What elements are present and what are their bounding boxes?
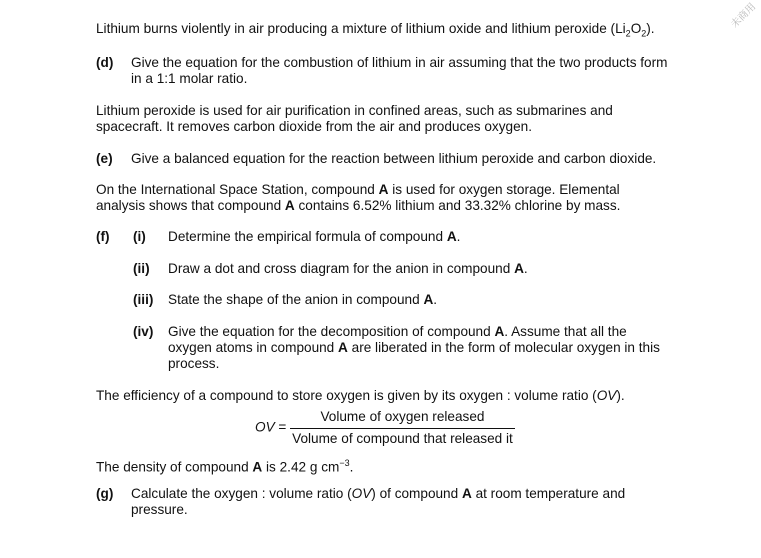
paragraph-iss-line2: analysis shows that compound A contains 6.52% lithium and 33.32% chlorine by mass. [96, 198, 621, 213]
formula-lhs: OV [255, 419, 275, 435]
question-e-text: Give a balanced equation for the reaction between lithium peroxide and carbon dioxide. [131, 151, 657, 166]
paragraph-iss-line1: On the International Space Station, compound A is used for oxygen storage. Elemental [96, 182, 620, 197]
question-f-iv-label: (iv) [133, 324, 154, 339]
question-f-i-text: Determine the empirical formula of compound A. [168, 229, 461, 244]
question-f-iv-line1: Give the equation for the decomposition of compound A. Assume that all the [168, 324, 627, 339]
intro-text: Lithium burns violently in air producing a mixture of lithium oxide and lithium peroxide $(Li_2O_2)$. [96, 21, 655, 39]
formula-denominator: Volume of compound that released it [292, 430, 513, 446]
question-g-line1: Calculate the oxygen : volume ratio (OV) of compound A at room temperature and [131, 486, 626, 501]
formula-numerator: Volume of oxygen released [290, 409, 515, 429]
paragraph-peroxide-line1: Lithium peroxide is used for air purification in confined areas, such as submarines and [96, 103, 613, 118]
question-f-i-label: (i) [133, 229, 146, 244]
question-f-iii-label: (iii) [133, 292, 154, 307]
paragraph-density: The density of compound A is 2.42 g $cm^{-3}$. [96, 458, 354, 475]
ov-formula [255, 409, 515, 447]
question-g-label: (g) [96, 486, 114, 501]
question-e-label: (e) [96, 151, 113, 166]
question-f-iv-line2: oxygen atoms in compound A are liberated in the form of molecular oxygen in this [168, 340, 660, 355]
formula-fraction [290, 409, 515, 447]
paragraph-peroxide-line2: spacecraft. It removes carbon dioxide from the air and produces oxygen. [96, 119, 532, 134]
question-g-line2: pressure. [131, 502, 188, 517]
question-f-iv-line3: process. [168, 356, 220, 371]
paragraph-efficiency: The efficiency of a compound to store oxygen is given by its oxygen : volume ratio (OV). [96, 388, 625, 403]
question-f-ii-text: Draw a dot and cross diagram for the anion in compound A. [168, 261, 528, 276]
question-d-line1: Give the equation for the combustion of lithium in air assuming that the two products form [131, 55, 668, 70]
watermark: 未商用 [729, 1, 759, 31]
question-f-ii-label: (ii) [133, 261, 150, 276]
question-d-label: (d) [96, 55, 114, 70]
question-f-iii-text: State the shape of the anion in compound A. [168, 292, 438, 307]
question-d-line2: in a 1:1 molar ratio. [131, 71, 248, 86]
formula-equals: = [274, 419, 291, 435]
question-f-label: (f) [96, 229, 110, 244]
